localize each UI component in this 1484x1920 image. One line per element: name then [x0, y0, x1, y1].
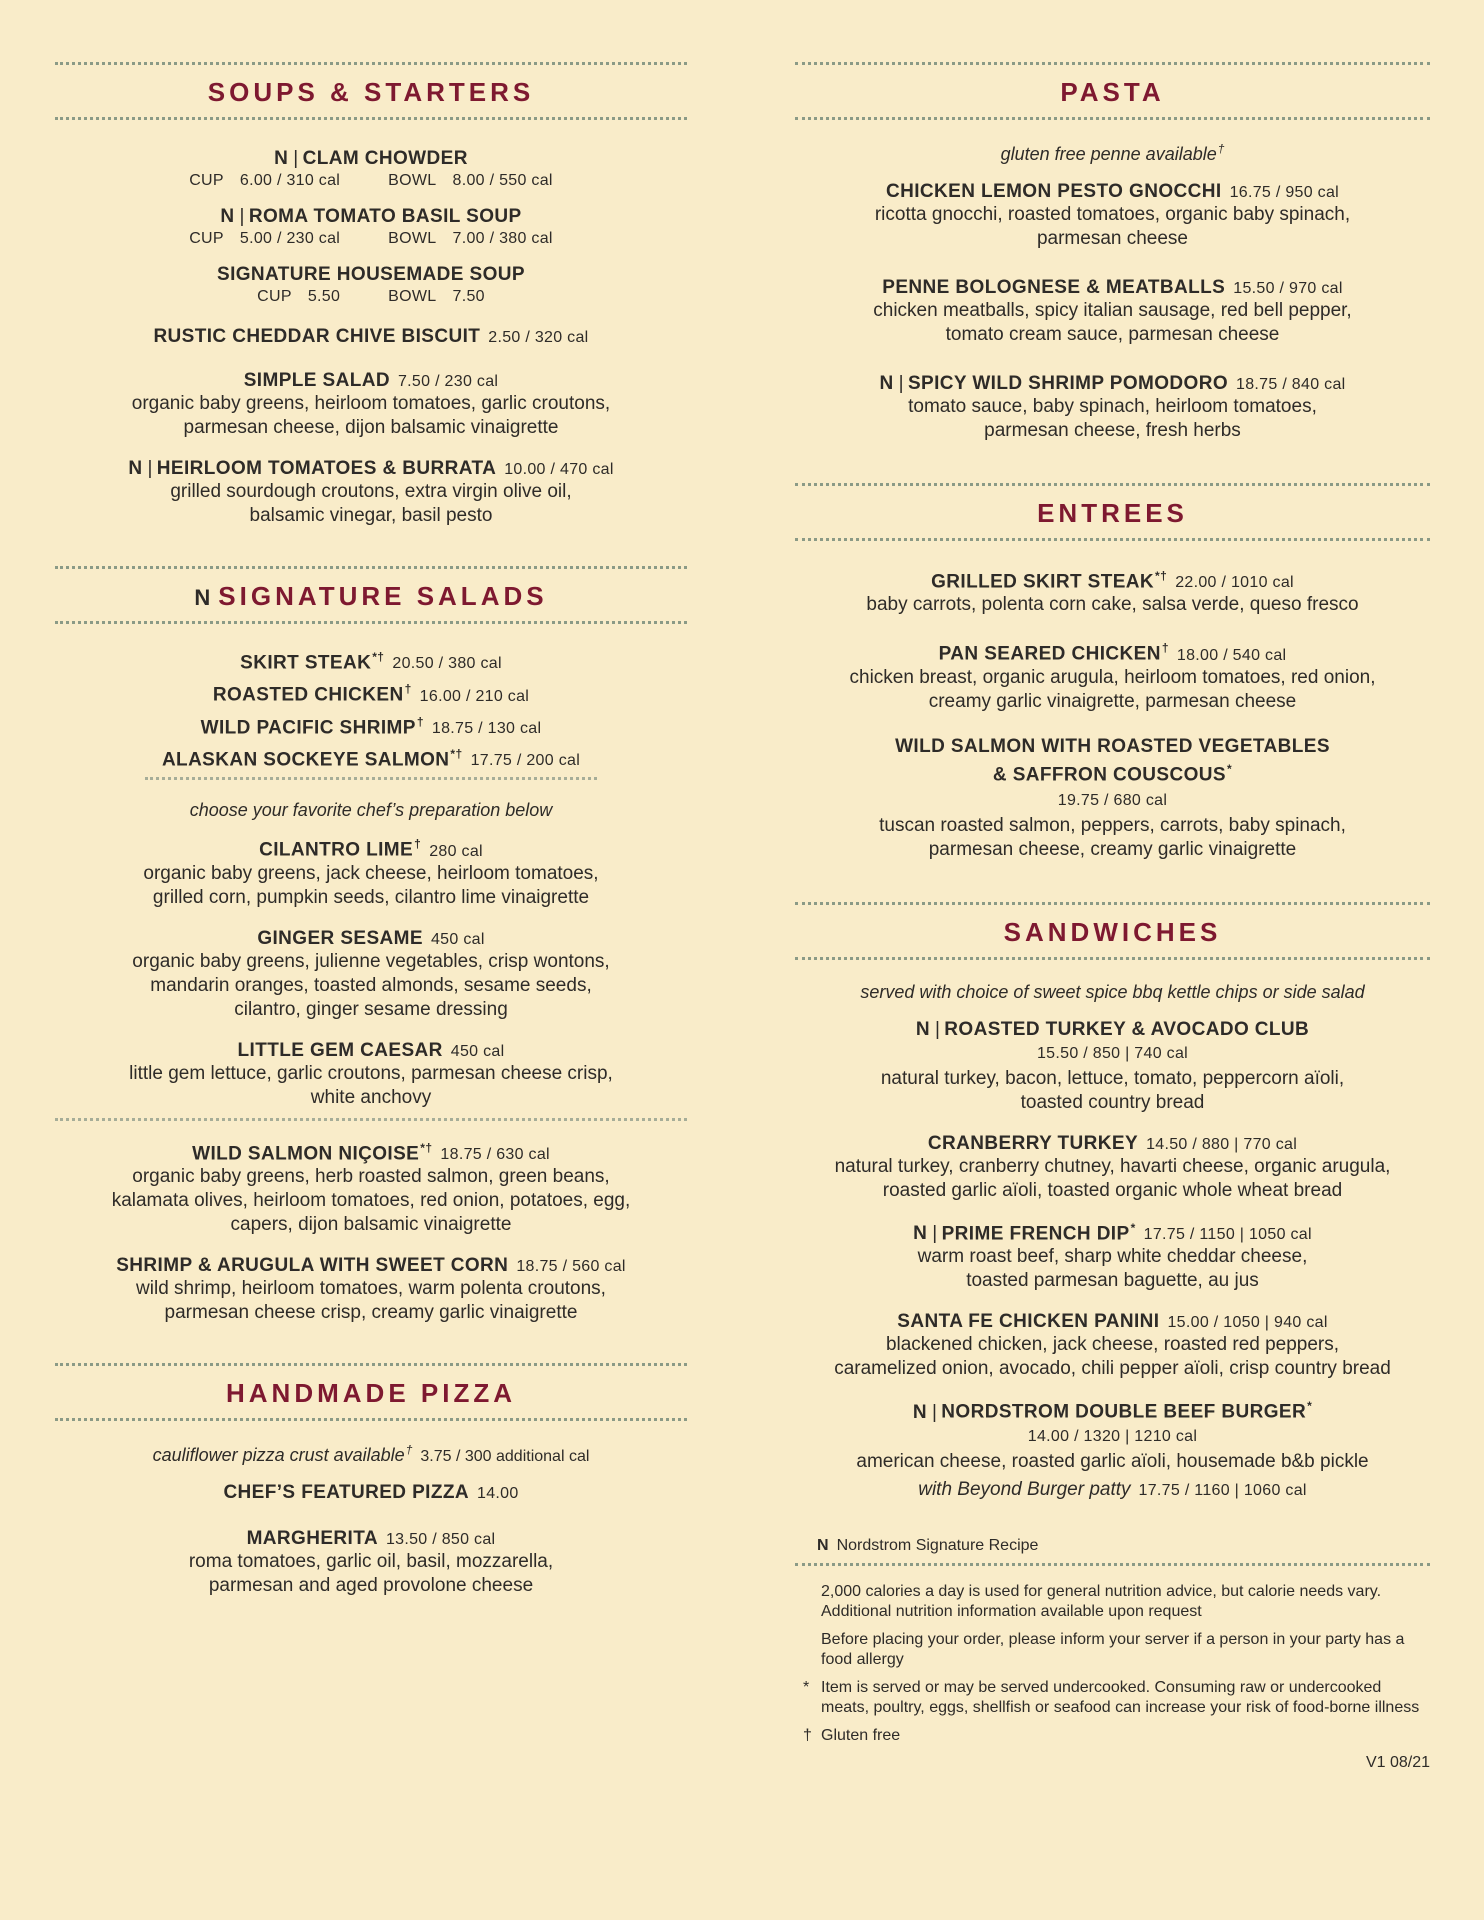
cup-label: CUP: [189, 230, 224, 247]
protein-price: 17.75 / 200 cal: [470, 752, 581, 770]
item-price: 19.75 / 680 cal: [1057, 791, 1168, 809]
item-name: SPICY WILD SHRIMP POMODORO: [907, 373, 1229, 394]
item-description: parmesan cheese, fresh herbs: [984, 420, 1241, 441]
menu-item-burger: N | NORDSTROM DOUBLE BEEF BURGER* 14.00 / 1320 | 1210 cal american cheese, roasted garlic aïoli, housemade b&b pickle with Beyond Burger patty 17.75 / 1160 | 1060 cal: [795, 1399, 1430, 1502]
item-description: kalamata olives, heirloom tomatoes, red onion, potatoes, egg,: [111, 1189, 631, 1211]
item-name: ROMA TOMATO BASIL SOUP: [248, 206, 522, 227]
salads-header: [55, 566, 687, 624]
item-description: parmesan cheese crisp, creamy garlic vinaigrette: [164, 1301, 578, 1323]
allergy-note: Before placing your order, please inform your server if a person in your party has a food allergy: [821, 1630, 1405, 1668]
item-price: 22.00 / 1010 cal: [1175, 574, 1294, 592]
item-description: parmesan cheese: [1036, 228, 1189, 249]
item-description: wild shrimp, heirloom tomatoes, warm polenta croutons,: [136, 1277, 606, 1299]
item-description: tomato cream sauce, parmesan cheese: [945, 324, 1280, 345]
left-column: [55, 0, 687, 1616]
item-name: SHRIMP & ARUGULA WITH SWEET CORN: [116, 1254, 509, 1276]
pizza-note-mark: †: [405, 1442, 413, 1457]
item-name: SIMPLE SALAD: [243, 370, 390, 391]
item-description: caramelized onion, avocado, chili pepper aïoli, crisp country bread: [834, 1358, 1391, 1380]
item-name: GRILLED SKIRT STEAK: [931, 571, 1155, 593]
item-price: 17.75 / 1150 | 1050 cal: [1143, 1226, 1312, 1244]
gluten-note: [795, 1726, 1430, 1746]
item-mark: *: [1227, 761, 1233, 776]
item-description: roma tomatoes, garlic oil, basil, mozzarella,: [188, 1550, 554, 1572]
item-description: toasted parmesan baguette, au jus: [966, 1270, 1259, 1292]
section-title-pasta: PASTA: [1060, 77, 1165, 107]
menu-item-pomodoro: N | SPICY WILD SHRIMP POMODORO 18.75 / 840 cal tomato sauce, baby spinach, heirloom tomatoes, parmesan cheese, fresh herbs: [795, 373, 1430, 443]
item-price: 2.50 / 320 cal: [488, 329, 589, 346]
item-description: tomato sauce, baby spinach, heirloom tomatoes,: [908, 396, 1317, 417]
legend-text: Nordstrom Signature Recipe: [836, 1536, 1039, 1554]
item-description: parmesan cheese, dijon balsamic vinaigrette: [183, 417, 559, 438]
item-price: 280 cal: [429, 842, 483, 860]
signature-n-icon: N: [915, 1018, 930, 1040]
item-name: CILANTRO LIME: [259, 839, 414, 861]
bowl-price: 7.50: [452, 288, 485, 305]
item-mark: *†: [1155, 569, 1168, 583]
protein-price: 18.75 / 130 cal: [431, 719, 542, 737]
item-description: natural turkey, bacon, lettuce, tomato, peppercorn aïoli,: [880, 1067, 1345, 1089]
item-description: toasted country bread: [1020, 1091, 1205, 1113]
item-price: 450 cal: [450, 1042, 505, 1060]
item-description: organic baby greens, julienne vegetables, crisp wontons,: [132, 950, 610, 972]
protein-name: SKIRT STEAK: [240, 652, 372, 674]
signature-n-icon: N: [912, 1401, 927, 1423]
item-description: roasted garlic aïoli, toasted organic whole wheat bread: [882, 1179, 1343, 1201]
calorie-note: 2,000 calories a day is used for general nutrition advice, but calorie needs vary. Additional nutrition information available upon request: [821, 1582, 1382, 1620]
item-price: 16.75 / 950 cal: [1229, 184, 1340, 201]
menu-item-skirt-steak: [795, 569, 1430, 617]
menu-item-margherita: [55, 1528, 687, 1598]
item-name: SANTA FE CHICKEN PANINI: [897, 1311, 1160, 1333]
signature-n-icon: N: [274, 148, 289, 169]
raw-text: Item is served or may be served undercooked. Consuming raw or undercooked meats, poultry, eggs, shellfish or seafood can increase your risk of food-borne illness: [821, 1678, 1420, 1716]
item-description: american cheese, roasted garlic aïoli, housemade b&b pickle: [856, 1450, 1369, 1472]
signature-n-icon: N: [913, 1223, 928, 1245]
menu-item-nicoise: [55, 1141, 687, 1237]
item-price: 14.00: [477, 1484, 519, 1502]
item-description: chicken breast, organic arugula, heirloom tomatoes, red onion,: [849, 666, 1376, 688]
item-price: 14.50 / 880 | 770 cal: [1146, 1135, 1298, 1153]
item-price: 18.75 / 630 cal: [440, 1145, 550, 1163]
item-name: CLAM CHOWDER: [302, 148, 468, 169]
salads-note: choose your favorite chef’s preparation below: [189, 800, 553, 821]
cup-price: 5.50: [307, 288, 341, 305]
section-title-sandwiches: SANDWICHES: [1003, 916, 1222, 947]
burger-alt-price: 17.75 / 1160 | 1060 cal: [1138, 1481, 1307, 1499]
item-description: little gem lettuce, garlic croutons, parmesan cheese crisp,: [129, 1062, 613, 1084]
gf-text: Gluten free: [821, 1726, 901, 1744]
signature-n-icon: N: [220, 206, 235, 227]
item-name: MARGHERITA: [246, 1527, 378, 1549]
pasta-note-text: gluten free penne available: [1000, 144, 1217, 164]
cup-price: 5.00 / 230 cal: [239, 230, 341, 247]
item-description: white anchovy: [310, 1086, 432, 1108]
menu-item-french-dip: N | PRIME FRENCH DIP* 17.75 / 1150 | 1050 cal warm roast beef, sharp white cheddar cheese, toasted parmesan baguette, au jus: [795, 1221, 1430, 1293]
menu-item-gnocchi: [795, 181, 1430, 251]
section-title-entrees: ENTREES: [1037, 498, 1188, 528]
salad-proteins: [55, 650, 687, 771]
bowl-label: BOWL: [388, 230, 437, 247]
item-name: GINGER SESAME: [257, 927, 423, 949]
menu-item-pan-seared-chicken: [795, 641, 1430, 713]
protein-name: ROASTED CHICKEN: [212, 684, 404, 706]
menu-item-biscuit: [55, 326, 687, 348]
item-description: organic baby greens, jack cheese, heirloom tomatoes,: [143, 862, 599, 884]
protein-price: 20.50 / 380 cal: [392, 655, 502, 673]
protein-price: 16.00 / 210 cal: [419, 687, 530, 705]
section-title-pizza: HANDMADE PIZZA: [226, 1377, 516, 1408]
menu-item-cranberry-turkey: [795, 1133, 1430, 1203]
item-description: baby carrots, polenta corn cake, salsa verde, queso fresco: [866, 594, 1359, 616]
item-name: CRANBERRY TURKEY: [927, 1132, 1139, 1154]
item-price: 15.50 / 850 | 740 cal: [1036, 1044, 1188, 1062]
item-description: organic baby greens, herb roasted salmon, green beans,: [132, 1165, 610, 1187]
menu-item-tomato-soup: N | ROMA TOMATO BASIL SOUP CUP 5.00 / 230 cal BOWL 7.00 / 380 cal: [189, 206, 553, 247]
item-price: 450 cal: [430, 930, 485, 948]
menu-item-ginger-sesame: [55, 928, 687, 1022]
item-description: grilled sourdough croutons, extra virgin olive oil,: [170, 481, 572, 502]
item-mark: *: [1307, 1399, 1313, 1414]
menu-item-clam-chowder: N | CLAM CHOWDER CUP 6.00 / 310 cal BOWL 8.00 / 550 cal: [189, 148, 553, 189]
burger-alt: with Beyond Burger patty: [918, 1478, 1131, 1500]
item-name: NORDSTROM DOUBLE BEEF BURGER: [941, 1401, 1307, 1423]
item-price: 18.75 / 560 cal: [516, 1257, 626, 1275]
pasta-header: [795, 62, 1430, 120]
bowl-label: BOWL: [388, 288, 437, 305]
item-name: PAN SEARED CHICKEN: [938, 643, 1161, 665]
item-description: parmesan cheese, creamy garlic vinaigrette: [928, 838, 1297, 860]
item-price: 7.50 / 230 cal: [397, 373, 499, 390]
signature-n-icon: N: [194, 585, 211, 610]
item-price: 15.00 / 1050 | 940 cal: [1167, 1314, 1328, 1332]
item-name: PENNE BOLOGNESE & MEATBALLS: [882, 277, 1226, 298]
menu-item-wild-salmon: [795, 736, 1430, 862]
item-mark: *: [1130, 1220, 1136, 1235]
soups-header: [55, 62, 687, 120]
item-name: WILD SALMON NIÇOISE: [192, 1142, 420, 1164]
item-name: RUSTIC CHEDDAR CHIVE BISCUIT: [153, 326, 481, 347]
item-price: 10.00 / 470 cal: [504, 461, 614, 478]
signature-n-icon: N: [879, 373, 894, 394]
protein-mark: †: [404, 682, 412, 697]
signature-legend: [817, 1537, 1430, 1555]
pizza-note-text: cauliflower pizza crust available: [152, 1444, 405, 1465]
raw-mark: *: [803, 1678, 810, 1696]
protein-name: ALASKAN SOCKEYE SALMON: [161, 749, 450, 771]
item-price: 13.50 / 850 cal: [385, 1530, 496, 1548]
item-description: organic baby greens, heirloom tomatoes, garlic croutons,: [131, 393, 611, 414]
pizza-note: [55, 1443, 687, 1466]
item-description: ricotta gnocchi, roasted tomatoes, organic baby spinach,: [874, 204, 1351, 225]
pizza-header: [55, 1363, 687, 1421]
item-name: & SAFFRON COUSCOUS: [992, 763, 1227, 785]
item-description: blackened chicken, jack cheese, roasted red peppers,: [885, 1334, 1340, 1356]
bowl-price: 8.00 / 550 cal: [452, 172, 553, 189]
bowl-price: 7.00 / 380 cal: [452, 230, 553, 247]
item-price: 14.00 / 1320 | 1210 cal: [1027, 1427, 1198, 1445]
sandwiches-header: [795, 902, 1430, 960]
item-name: SIGNATURE HOUSEMADE SOUP: [217, 264, 525, 285]
item-name: WILD SALMON WITH ROASTED VEGETABLES: [895, 735, 1330, 757]
item-name: PRIME FRENCH DIP: [941, 1223, 1130, 1245]
item-description: chicken meatballs, spicy italian sausage, red bell pepper,: [873, 300, 1352, 321]
menu-item-turkey-club: N | ROASTED TURKEY & AVOCADO CLUB 15.50 / 850 | 740 cal natural turkey, bacon, lettuce, tomato, peppercorn aïoli, toasted country bread: [795, 1019, 1430, 1115]
entrees-header: [795, 483, 1430, 541]
cup-label: CUP: [189, 172, 224, 189]
item-description: warm roast beef, sharp white cheddar cheese,: [917, 1246, 1308, 1268]
protein-mark: *†: [372, 650, 385, 664]
item-mark: †: [1161, 641, 1169, 656]
item-mark: *†: [420, 1140, 433, 1155]
bowl-label: BOWL: [388, 172, 437, 189]
raw-note: [795, 1678, 1430, 1718]
menu-item-burrata: N | HEIRLOOM TOMATOES & BURRATA 10.00 / 470 cal grilled sourdough croutons, extra virgin olive oil, balsamic vinegar, basil pesto: [55, 458, 687, 528]
divider: [795, 1563, 1430, 1566]
item-description: grilled corn, pumpkin seeds, cilantro lime vinaigrette: [152, 886, 590, 908]
item-description: creamy garlic vinaigrette, parmesan cheese: [928, 690, 1297, 712]
menu-item-housemade-soup: [55, 264, 687, 308]
item-description: cilantro, ginger sesame dressing: [234, 998, 508, 1020]
menu-item-featured-pizza: [55, 1482, 687, 1504]
pizza-note-price: 3.75 / 300 additional cal: [420, 1447, 590, 1465]
menu-item-cilantro-lime: [55, 837, 687, 909]
protein-name: WILD PACIFIC SHRIMP: [200, 716, 416, 738]
menu-item-bolognese: [795, 277, 1430, 347]
menu-item-panini: [795, 1311, 1430, 1381]
item-name: CHICKEN LEMON PESTO GNOCCHI: [885, 181, 1222, 202]
item-description: mandarin oranges, toasted almonds, sesame seeds,: [150, 974, 592, 996]
signature-n-icon: N: [817, 1536, 829, 1554]
pasta-note: [795, 142, 1430, 165]
cup-label: CUP: [257, 288, 292, 305]
item-description: balsamic vinegar, basil pesto: [249, 505, 493, 526]
item-price: 18.00 / 540 cal: [1176, 646, 1287, 664]
divider: [145, 777, 597, 780]
section-title-soups: SOUPS & STARTERS: [207, 77, 535, 107]
menu-item-caesar: [55, 1040, 687, 1110]
item-name: LITTLE GEM CAESAR: [237, 1039, 443, 1061]
item-mark: †: [414, 837, 422, 852]
item-name: CHEF’S FEATURED PIZZA: [223, 1481, 469, 1503]
divider: [55, 1118, 687, 1121]
sandwiches-note: served with choice of sweet spice bbq kettle chips or side salad: [860, 981, 1365, 1002]
item-description: capers, dijon balsamic vinaigrette: [230, 1213, 512, 1235]
menu-item-simple-salad: [55, 370, 687, 440]
protein-mark: *†: [450, 746, 463, 761]
signature-n-icon: N: [128, 458, 143, 479]
item-description: natural turkey, cranberry chutney, havarti cheese, organic arugula,: [834, 1155, 1391, 1177]
menu-item-shrimp-arugula: [55, 1255, 687, 1325]
pasta-note-mark: †: [1217, 142, 1225, 156]
item-name: HEIRLOOM TOMATOES & BURRATA: [156, 458, 497, 479]
cup-price: 6.00 / 310 cal: [239, 172, 341, 189]
version-label: V1 08/21: [1365, 1753, 1430, 1771]
item-price: 18.75 / 840 cal: [1236, 376, 1346, 393]
item-description: parmesan and aged provolone cheese: [208, 1574, 534, 1596]
gf-mark: †: [803, 1726, 812, 1744]
item-description: tuscan roasted salmon, peppers, carrots, baby spinach,: [879, 814, 1346, 836]
protein-mark: †: [416, 714, 424, 729]
item-name: ROASTED TURKEY & AVOCADO CLUB: [944, 1018, 1310, 1040]
section-title-salads: SIGNATURE SALADS: [218, 581, 548, 611]
item-price: 15.50 / 970 cal: [1233, 280, 1343, 297]
right-column: [795, 0, 1430, 1772]
